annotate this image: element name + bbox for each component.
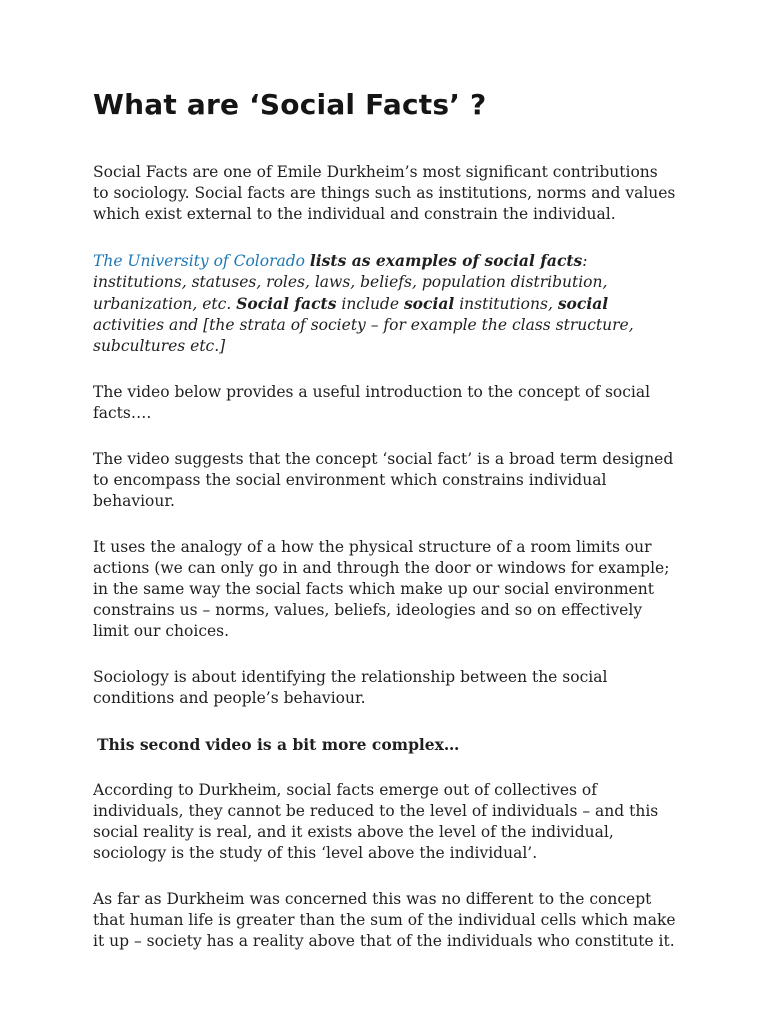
article — [93, 86, 678, 977]
quote-bold-1: lists as examples of social facts — [309, 251, 583, 270]
quote-text-3: include — [336, 295, 404, 313]
quote-bold-3: social — [403, 294, 455, 313]
university-of-colorado-link[interactable]: The University of Colorado — [93, 252, 305, 270]
human-life-paragraph: As far as Durkheim was concerned this was no different to the concept that human life is greater than the sum of the individual cells which make it up – society has a reality above that of the individuals who constitute it. — [93, 890, 676, 950]
quote-text-4: institutions, — [454, 295, 558, 313]
sociology-paragraph: Sociology is about identifying the relationship between the social conditions and people’s behaviour. — [93, 668, 608, 707]
page-title: What are ‘Social Facts’ ? — [93, 88, 487, 121]
quote-bold-4: social — [557, 294, 609, 313]
durkheim-paragraph: According to Durkheim, social facts emerge out of collectives of individuals, they cannot be reduced to the level of individuals – and this social reality is real, and it exists above the level of the individual, sociology is the study of this ‘level above the individual’. — [93, 781, 659, 862]
quote-text-2: : institutions, statuses, roles, laws, beliefs, population distribution, urbanization, etc. — [93, 252, 608, 313]
video-suggests-paragraph: The video suggests that the concept ‘social fact’ is a broad term designed to encompass the social environment which constrains individual behaviour. — [93, 450, 674, 510]
quote-bold-2: Social facts — [236, 294, 337, 313]
second-video-lead: This second video is a bit more complex… — [97, 735, 460, 754]
quote-text-5: activities and [the strata of society – for example the class structure, subcultures etc.] — [93, 316, 634, 355]
room-analogy-paragraph: It uses the analogy of a how the physical structure of a room limits our actions (we can only go in and through the door or windows for example; in the same way the social facts which make up our social environment constrains us – norms, values, beliefs, ideologies and so on effectively limit our choices. — [93, 538, 670, 640]
colorado-quote-paragraph — [93, 250, 678, 357]
intro-paragraph: Social Facts are one of Emile Durkheim’s most significant contributions to sociology. Social facts are things such as institutions, norms and values which exist external to the individual and constrain the individual. — [93, 163, 676, 223]
video-intro-paragraph: The video below provides a useful introduction to the concept of social facts…. — [93, 383, 651, 422]
